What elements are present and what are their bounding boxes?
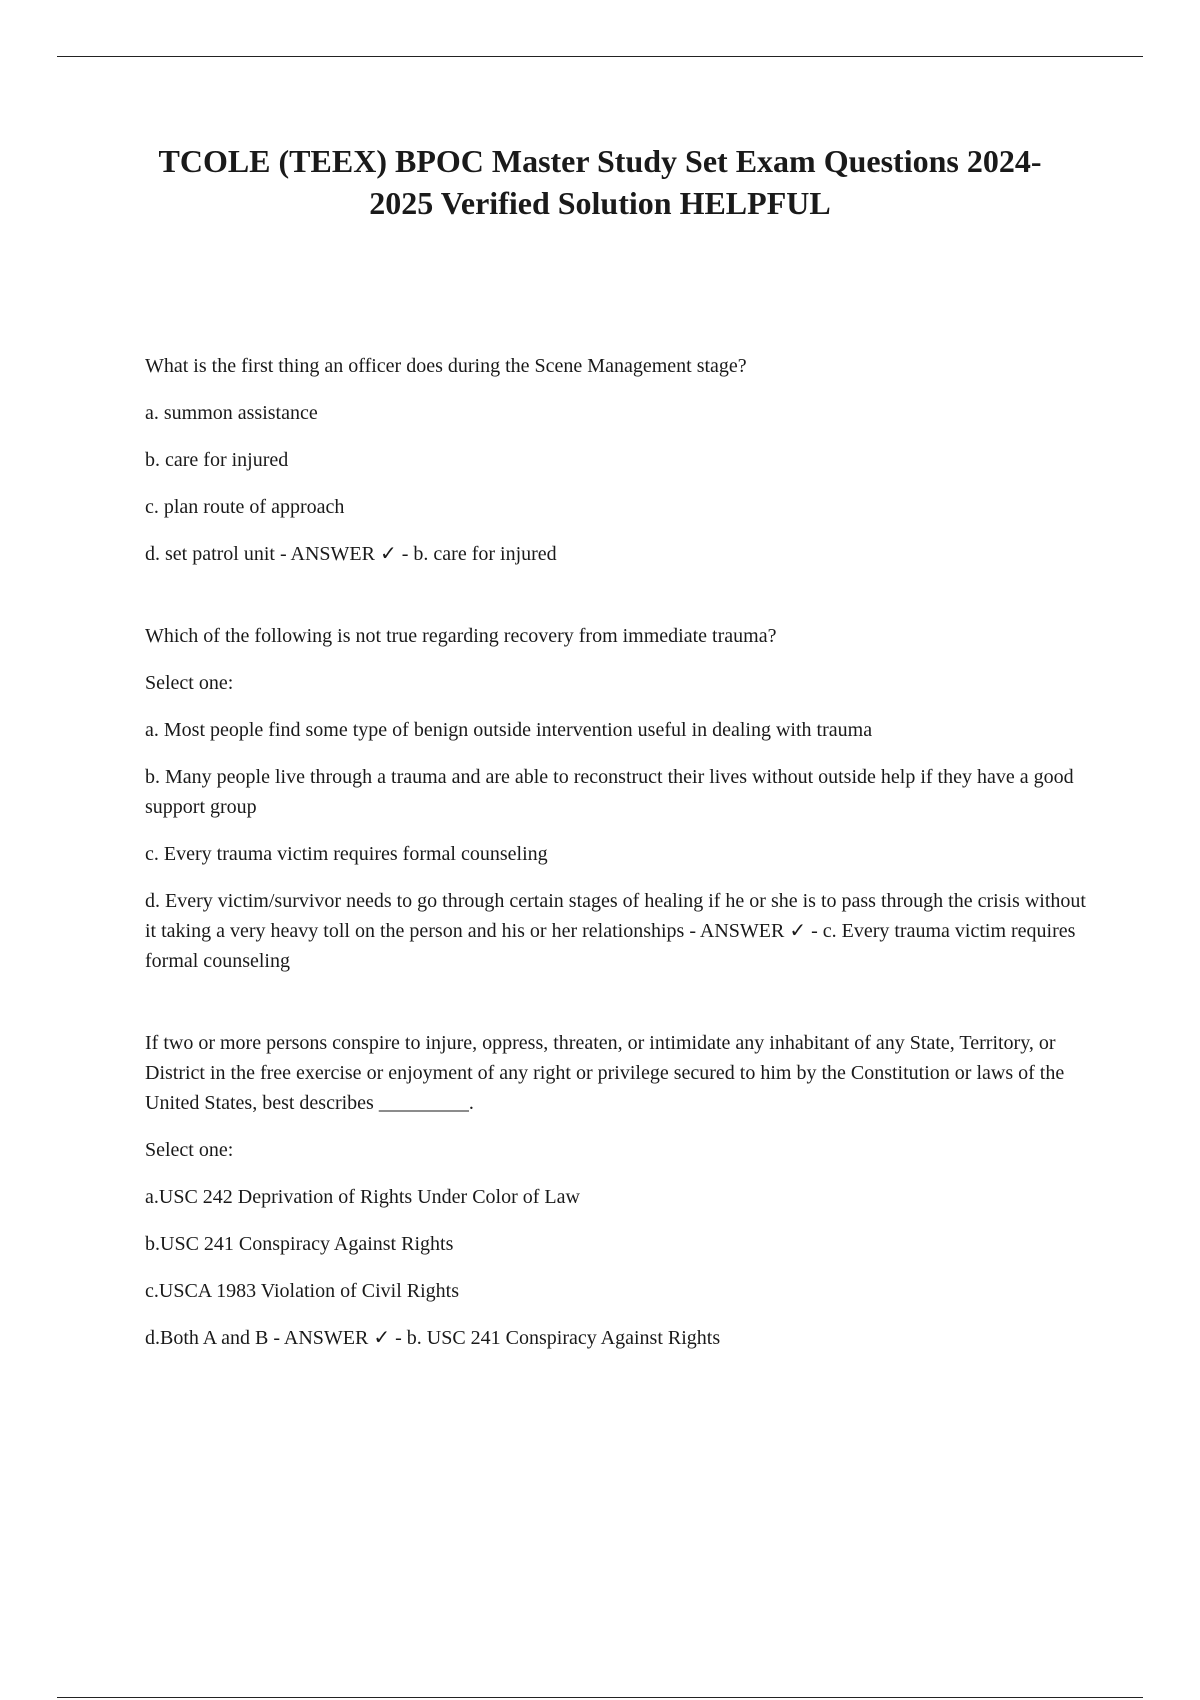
select-one-label: Select one: — [145, 1139, 234, 1161]
answer-option-b: b. care for injured — [145, 449, 289, 471]
header-rule — [57, 56, 1143, 57]
answer-option-d: d. Every victim/survivor needs to go through certain stages of healing if he or she is to pass through the crisis without it taking a very heavy toll on the person and his or her relationships - ANSWER ✓ - c. Every trauma victim requires formal counseling — [145, 890, 1086, 972]
answer-option-c: c.USCA 1983 Violation of Civil Rights — [145, 1280, 460, 1302]
answer-option-c: c. Every trauma victim requires formal counseling — [145, 843, 548, 865]
answer-option-b: b. Many people live through a trauma and are able to reconstruct their lives without outside help if they have a good support group — [145, 766, 1074, 818]
select-one-label: Select one: — [145, 672, 234, 694]
answer-option-a: a. Most people find some type of benign outside intervention useful in dealing with trauma — [145, 719, 873, 741]
answer-option-c: c. plan route of approach — [145, 496, 345, 518]
question-prompt: What is the first thing an officer does during the Scene Management stage? — [145, 355, 747, 377]
document-body — [145, 351, 1095, 1405]
document-title: TCOLE (TEEX) BPOC Master Study Set Exam Questions 2024-2025 Verified Solution HELPFUL — [158, 143, 1042, 221]
answer-option-a: a.USC 242 Deprivation of Rights Under Color of Law — [145, 1186, 580, 1208]
question-2 — [145, 621, 1095, 976]
answer-option-a: a. summon assistance — [145, 402, 318, 424]
question-prompt: If two or more persons conspire to injure, oppress, threaten, or intimidate any inhabitant of any State, Territory, or District in the free exercise or enjoyment of any right or privilege secured to him by the Constitution or laws of the United States, best describes _________. — [145, 1032, 1065, 1114]
footer-rule — [57, 1697, 1143, 1698]
question-prompt: Which of the following is not true regarding recovery from immediate trauma? — [145, 625, 777, 647]
question-3 — [145, 1028, 1095, 1353]
answer-option-d: d.Both A and B - ANSWER ✓ - b. USC 241 Conspiracy Against Rights — [145, 1327, 721, 1349]
answer-option-d: d. set patrol unit - ANSWER ✓ - b. care for injured — [145, 543, 557, 565]
question-1 — [145, 351, 1095, 569]
answer-option-b: b.USC 241 Conspiracy Against Rights — [145, 1233, 454, 1255]
